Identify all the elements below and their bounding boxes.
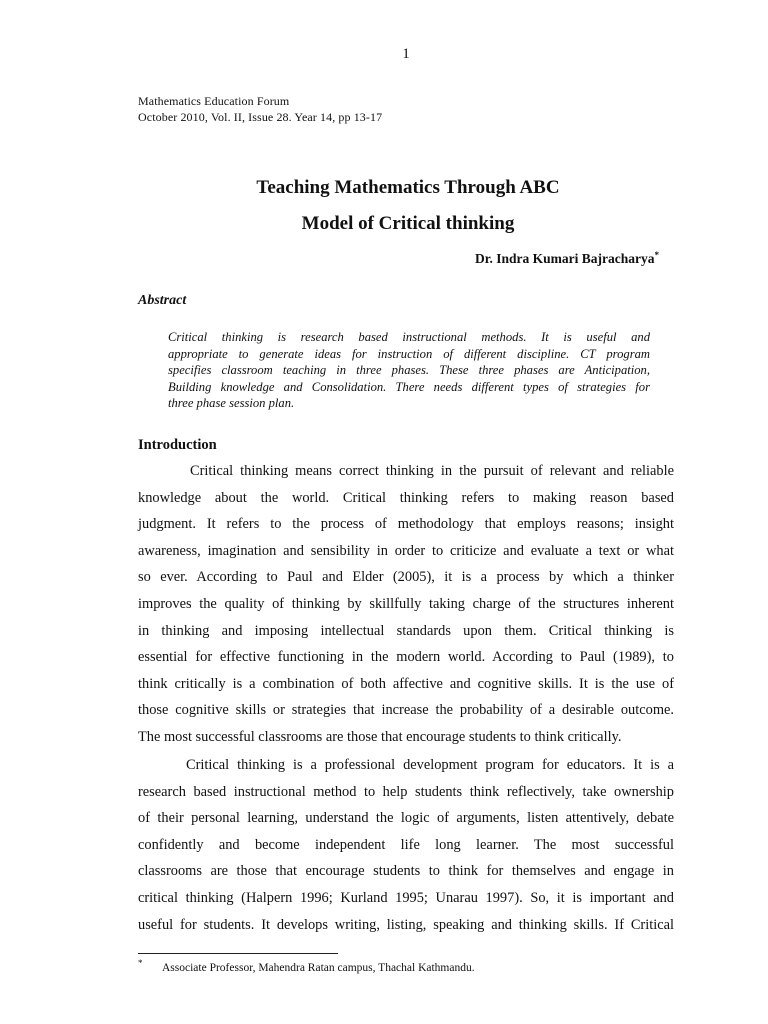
abstract-line: Critical thinking is research based instructional methods. It is useful and <box>168 330 650 344</box>
paragraph-line: those cognitive skills or strategies that increase the probability of a desirable outcome. <box>138 702 674 719</box>
footnote-mark: * <box>138 958 143 968</box>
paragraph-line: in thinking and imposing intellectual standards upon them. Critical thinking is <box>138 622 674 639</box>
author-footnote-mark: * <box>654 250 659 260</box>
paragraph-line: improves the quality of thinking by skillfully taking charge of the structures inherent <box>138 595 674 612</box>
paragraph-line: knowledge about the world. Critical thinking refers to making reason based <box>138 489 674 506</box>
paragraph-line: so ever. According to Paul and Elder (2005), it is a process by which a thinker <box>138 569 674 586</box>
paragraph-line: awareness, imagination and sensibility in order to criticize and evaluate a text or what <box>138 542 674 559</box>
title-line-2: Model of Critical thinking <box>301 213 515 234</box>
paragraph-line: of their personal learning, understand the logic of arguments, listen attentively, debate <box>138 810 674 827</box>
paragraph-line: Critical thinking is a professional development program for educators. It is a <box>186 757 674 773</box>
paragraph-line: judgment. It refers to the process of methodology that employs reasons; insight <box>138 516 674 533</box>
abstract-line: Building knowledge and Consolidation. There needs different types of strategies for <box>168 379 650 394</box>
paragraph-line: useful for students. It develops writing, listing, speaking and thinking skills. If Critical <box>138 916 674 933</box>
paragraph-line: The most successful classrooms are those that encourage students to think critically. <box>138 728 622 745</box>
footnote-text: Associate Professor, Mahendra Ratan campus, Thachal Kathmandu. <box>162 962 475 974</box>
paragraph-line: essential for effective functioning in the modern world. According to Paul (1989), to <box>138 649 674 666</box>
journal-issue: October 2010, Vol. II, Issue 28. Year 14, pp 13-17 <box>138 110 383 124</box>
introduction-paragraph-1 <box>138 458 674 751</box>
author-name: Dr. Indra Kumari Bajracharya <box>475 251 655 266</box>
author <box>475 250 659 267</box>
abstract-heading: Abstract <box>138 293 187 308</box>
abstract-line: specifies classroom teaching in three phases. These three phases are Anticipation, <box>168 363 650 378</box>
footnote-divider <box>138 953 338 954</box>
paragraph-line: critical thinking (Halpern 1996; Kurland 1995; Unarau 1997). So, it is important and <box>138 889 674 906</box>
introduction-heading: Introduction <box>138 437 217 453</box>
abstract-line: three phase session plan. <box>168 396 295 411</box>
journal-name: Mathematics Education Forum <box>138 94 290 108</box>
title-line-1: Teaching Mathematics Through ABC <box>256 177 560 198</box>
paragraph-line: think critically is a combination of both affective and cognitive skills. It is the use of <box>138 675 674 692</box>
paragraph-line: classrooms are those that encourage students to think for themselves and engage in <box>138 863 674 880</box>
paragraph-line: research based instructional method to help students think reflectively, take ownership <box>138 783 674 800</box>
paragraph-line: Critical thinking means correct thinking in the pursuit of relevant and reliable <box>190 463 674 479</box>
abstract-body <box>168 329 650 412</box>
page-number: 1 <box>402 46 410 62</box>
introduction-paragraph-2 <box>138 752 674 938</box>
abstract-line: appropriate to generate ideas for instruction of different discipline. CT program <box>168 346 650 361</box>
paragraph-line: confidently and become independent life long learner. The most successful <box>138 836 674 853</box>
